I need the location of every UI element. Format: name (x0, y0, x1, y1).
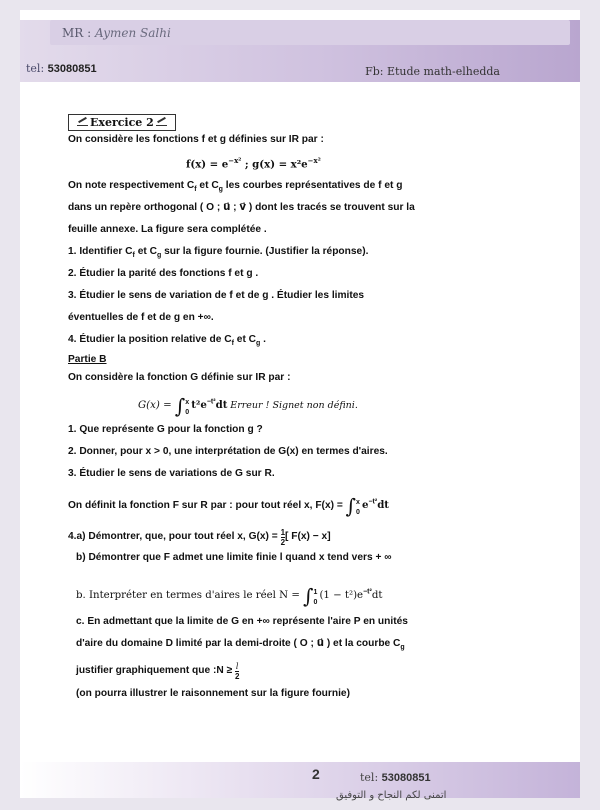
intro-text: On considère les fonctions f et g définies sur IR par : (68, 134, 324, 145)
footer-arabic-text: اتمنى لكم النجاح و التوفيق (336, 790, 447, 801)
partB-title: Partie B (68, 354, 107, 365)
tel-label: tel: (26, 62, 45, 75)
question-3b: éventuelles de f et de g en +∞. (68, 312, 214, 323)
note-line-3: feuille annexe. La figure sera complétée . (68, 224, 267, 235)
partB-q4a: 4.a) Démontrer, que, pour tout réel x, G(x) = $\frac{1}{2}$ [ F(x) − x] (68, 528, 331, 547)
header-tel (26, 62, 97, 75)
partB-q3: 3. Étudier le sens de variations de G sur R. (68, 468, 275, 479)
page-sheet (20, 10, 580, 801)
author-name: Aymen Salhi (95, 26, 171, 40)
partB-q4c: b. Interpréter en termes d'aires le réel N = ∫ 1 0 $(1 - t^2)e^{-t^2}dt$ (76, 584, 383, 608)
footer-band (20, 762, 580, 798)
note-line-2: dans un repère orthogonal ( O ; u⃗ ; v⃗ ) dont les tracés se trouvent sur la (68, 202, 415, 213)
partB-q4b: b) Démontrer que F admet une limite finie l quand x tend vers + ∞ (76, 552, 392, 563)
mr-label: MR : (62, 26, 92, 40)
question-1: 1. Identifier $C_f$ et $C_g$ sur la figure fournie. (Justifier la réponse). (68, 246, 369, 260)
tel-number: 53080851 (47, 63, 97, 75)
partB-q1: 1. Que représente G pour la fonction g ? (68, 424, 263, 435)
partB-q2: 2. Donner, pour x > 0, une interprétation de G(x) en termes d'aires. (68, 446, 388, 457)
pencil-icon (77, 117, 88, 126)
partB-q4d-1: c. En admettant que la limite de G en +∞ représente l'aire P en unités (76, 616, 408, 627)
question-4: 4. Étudier la position relative de $C_f$ et $C_g$ . (68, 334, 266, 348)
header-fb: Fb: Etude math-elhedda (365, 65, 500, 78)
author-line (62, 26, 171, 40)
exercise-title: Exercice 2 (90, 116, 154, 129)
partB-q4d-3: justifier graphiquement que :N ≥ $\frac{l}{2}$ (76, 662, 240, 681)
partB-intro: On considère la fonction G définie sur IR par : (68, 372, 291, 383)
pencil-icon (156, 117, 167, 126)
functions-definition: $f(x) = e^{-x^2}$ ; $g(x) = x^2e^{-x^2}$ (186, 156, 321, 171)
question-2: 2. Étudier la parité des fonctions f et g . (68, 268, 259, 279)
partB-q4d-2: d'aire du domaine D limité par la demi-droite ( O ; u⃗ ) et la courbe $C_g$ (76, 638, 405, 652)
question-3a: 3. Étudier le sens de variation de f et de g . Étudier les limites (68, 290, 365, 301)
F-definition: On définit la fonction F sur R par : pour tout réel x, F(x) = ∫ x 0 $e^{-t^2}dt$ (68, 494, 390, 518)
exercise-title-box (68, 114, 176, 131)
page-number: 2 (312, 766, 320, 782)
G-definition: G(x) = ∫ x 0 $t^2e^{-t^2}dt$ Erreur ! Signet non défini. (138, 394, 358, 418)
footer-tel: tel: 53080851 (360, 771, 431, 784)
note-line-1: On note respectivement $C_f$ et $C_g$ les courbes représentatives de f et g (68, 180, 403, 194)
partB-q4e: (on pourra illustrer le raisonnement sur la figure fournie) (76, 688, 350, 699)
